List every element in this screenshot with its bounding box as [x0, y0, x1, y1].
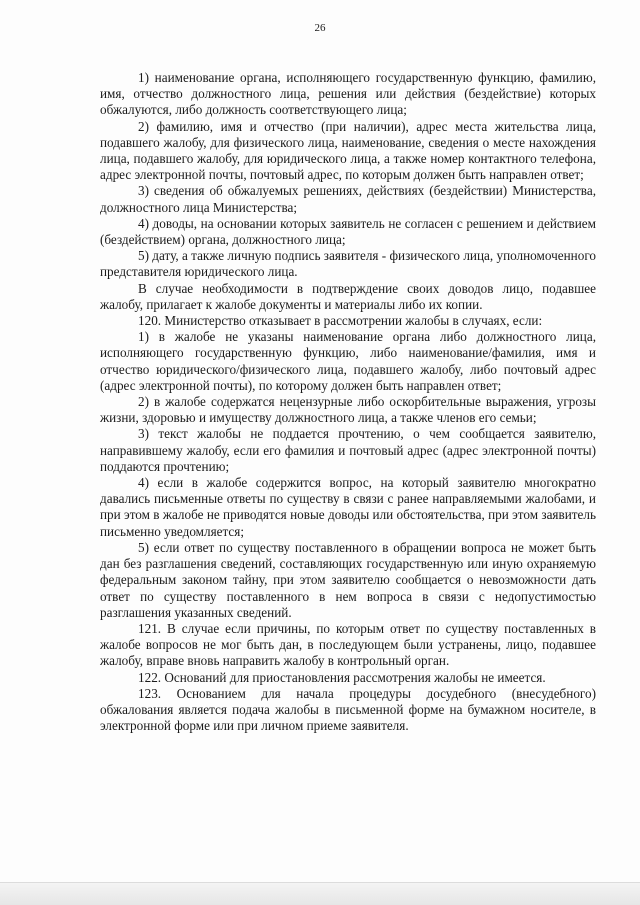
paragraph: 123. Основанием для начала процедуры досудебного (внесудебного) обжалования является подача жалобы в письменной форме на бумажном носителе, в электронной форме или при личном приеме заявителя.: [100, 685, 596, 734]
scan-bottom-edge: [0, 882, 640, 905]
paragraph: 1) наименование органа, исполняющего государственную функцию, фамилию, имя, отчество должностного лица, решения или действия (бездействие) которых обжалуются, либо должность соответствующего лица;: [100, 70, 596, 118]
paragraph: 4) если в жалобе содержится вопрос, на который заявителю многократно давались письменные ответы по существу в связи с ранее направляемыми жалобами, и при этом в жалобе не приводятся новые доводы или обстоятельства, при этом заявитель письменно уведомляется;: [100, 475, 596, 539]
paragraph: 3) сведения об обжалуемых решениях, действиях (бездействии) Министерства, должностного лица Министерства;: [100, 183, 596, 215]
paragraph: 122. Оснований для приостановления рассмотрения жалобы не имеется.: [138, 669, 546, 685]
paragraph: 120. Министерство отказывает в рассмотрении жалобы в случаях, если:: [138, 313, 543, 329]
document-body: [100, 70, 596, 734]
paragraph: 5) дату, а также личную подпись заявителя - физического лица, уполномоченного представителя юридического лица.: [100, 248, 596, 280]
paragraph: 3) текст жалобы не поддается прочтению, о чем сообщается заявителю, направившему жалобу, если его фамилия и почтовый адрес (адрес электронной почты) поддаются прочтению;: [100, 426, 596, 474]
paragraph: 5) если ответ по существу поставленного в обращении вопроса не может быть дан без разглашения сведений, составляющих государственную или иную охраняемую федеральным законом тайну, при этом заявителю сообщается о невозможности дать ответ по существу поставленного в нем вопроса в связи с недопустимостью разглашения указанных сведений.: [100, 539, 596, 620]
paragraph: 2) в жалобе содержатся нецензурные либо оскорбительные выражения, угрозы жизни, здоровью и имуществу должностного лица, а также членов его семьи;: [100, 394, 596, 426]
paragraph: 4) доводы, на основании которых заявитель не согласен с решением и действием (бездействием) органа, должностного лица;: [100, 215, 596, 248]
paragraph: 121. В случае если причины, по которым ответ по существу поставленных в жалобе вопросов не мог быть дан, в последующем были устранены, лицо, подавшее жалобу, вправе вновь направить жалобу в контрольный орган.: [100, 620, 596, 669]
paragraph: 1) в жалобе не указаны наименование органа либо должностного лица, исполняющего государственную функцию, либо наименование/фамилия, имя и отчество юридического/физического лица, подавшего жалобу, либо почтовый адрес (адрес электронной почты), по которому должен быть направлен ответ;: [100, 329, 596, 393]
paragraph: В случае необходимости в подтверждение своих доводов лицо, подавшее жалобу, прилагает к жалобе документы и материалы либо их копии.: [100, 280, 596, 312]
page-number: 26: [314, 22, 326, 34]
paragraph: 2) фамилию, имя и отчество (при наличии), адрес места жительства лица, подавшего жалобу, для физического лица, наименование, сведения о месте нахождения лица, подавшего жалобу, для юридического лица, а также номер контактного телефона, адрес электронной почты, почтовый адрес, по которым должен быть направлен ответ;: [100, 118, 596, 183]
